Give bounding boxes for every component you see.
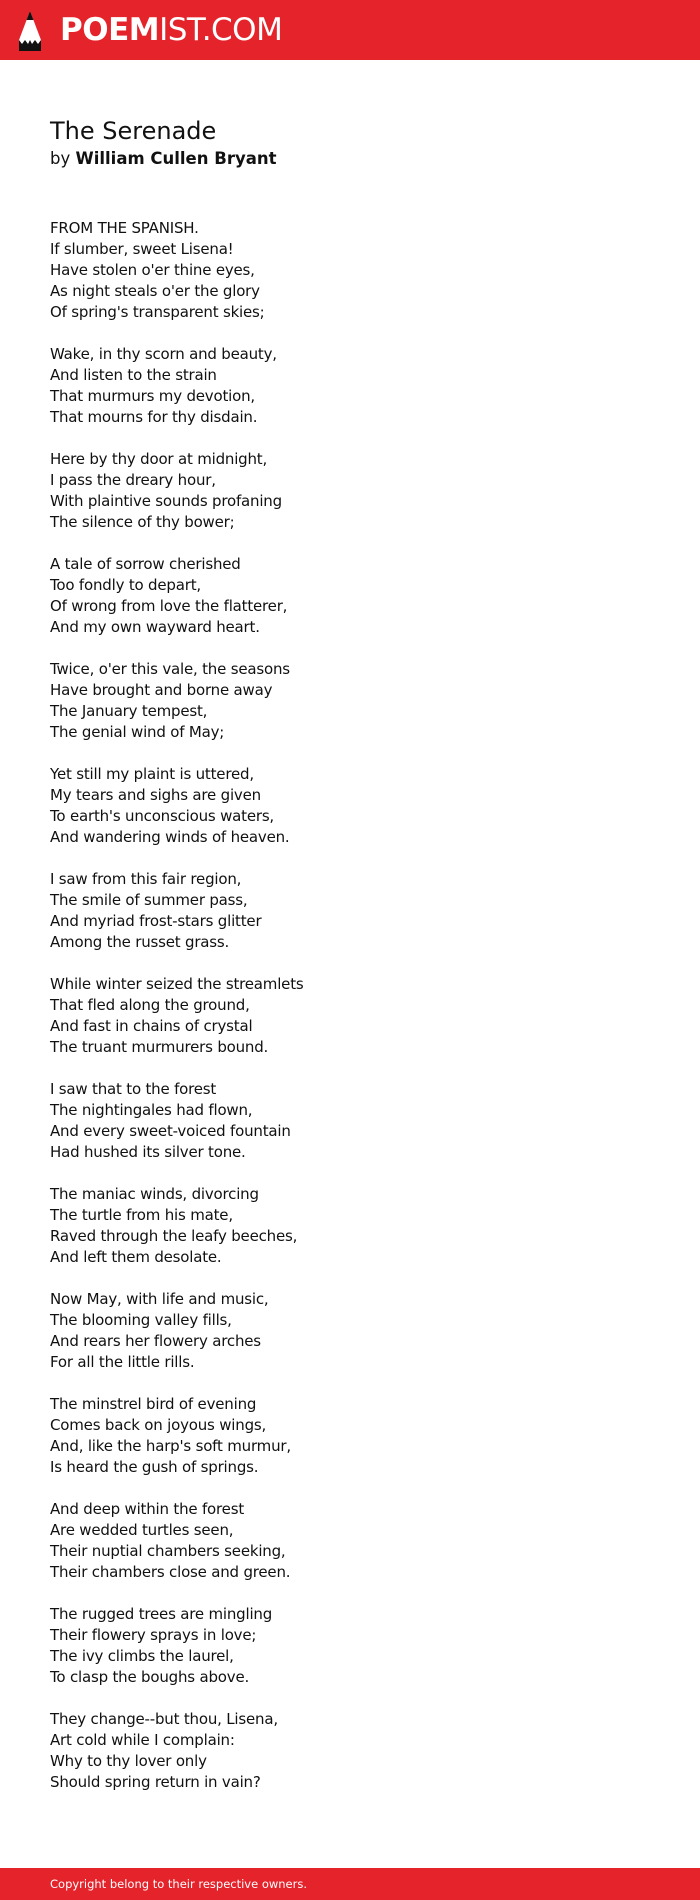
poem-line: As night steals o'er the glory <box>50 282 260 300</box>
poem-line: That murmurs my devotion, <box>50 387 255 405</box>
poem-line: To clasp the boughs above. <box>50 1668 250 1686</box>
poem-stanza <box>50 218 304 323</box>
poem-line: And listen to the strain <box>50 366 217 384</box>
poem-stanza <box>50 1394 304 1478</box>
poem-line: The ivy climbs the laurel, <box>50 1647 234 1665</box>
poem-byline <box>50 148 276 170</box>
poem-line: And myriad frost-stars glitter <box>50 912 262 930</box>
poem-line: The blooming valley fills, <box>50 1311 232 1329</box>
poem-line: I saw that to the forest <box>50 1080 217 1098</box>
site-logo[interactable] <box>60 12 282 48</box>
poem-line: I pass the dreary hour, <box>50 471 216 489</box>
poem-stanza <box>50 764 304 848</box>
poem-line: The rugged trees are mingling <box>50 1605 273 1623</box>
logo-strong-text: POEM <box>60 12 160 48</box>
poem-stanza <box>50 554 304 638</box>
poem-line: Why to thy lover only <box>50 1752 207 1770</box>
poem-line: My tears and sighs are given <box>50 786 261 804</box>
poem-line: Have stolen o'er thine eyes, <box>50 261 255 279</box>
copyright-text: Copyright belong to their respective owners. <box>50 1877 308 1891</box>
poem-line: And wandering winds of heaven. <box>50 828 290 846</box>
poem-line: The genial wind of May; <box>50 723 225 741</box>
poem-line: That fled along the ground, <box>50 996 250 1014</box>
poem-line: Here by thy door at midnight, <box>50 450 268 468</box>
poem-line: That mourns for thy disdain. <box>50 408 258 426</box>
poem-line: Their chambers close and green. <box>50 1563 291 1581</box>
poem-line: The turtle from his mate, <box>50 1206 233 1224</box>
poem-line: Twice, o'er this vale, the seasons <box>50 660 290 678</box>
poem-line: Their nuptial chambers seeking, <box>50 1542 286 1560</box>
poem-line: I saw from this fair region, <box>50 870 242 888</box>
by-label: by <box>50 149 71 168</box>
poem-stanza <box>50 869 304 953</box>
poem-line: The maniac winds, divorcing <box>50 1185 259 1203</box>
poem-stanza <box>50 1709 304 1793</box>
poem-stanza <box>50 344 304 428</box>
poem-stanza <box>50 659 304 743</box>
poem-author: William Cullen Bryant <box>75 149 277 168</box>
poem-stanza <box>50 1184 304 1268</box>
poem-line: Their flowery sprays in love; <box>50 1626 257 1644</box>
poem-line: A tale of sorrow cherished <box>50 555 241 573</box>
poem-line: And deep within the forest <box>50 1500 244 1518</box>
poem-line: And left them desolate. <box>50 1248 222 1266</box>
poem-stanza <box>50 1604 304 1688</box>
poem-title: The Serenade <box>50 117 217 145</box>
poem-line: Is heard the gush of springs. <box>50 1458 259 1476</box>
poem-line: And fast in chains of crystal <box>50 1017 253 1035</box>
poem-line: Among the russet grass. <box>50 933 230 951</box>
poem-line: And, like the harp's soft murmur, <box>50 1437 291 1455</box>
poem-line: And rears her flowery arches <box>50 1332 261 1350</box>
poem-line: If slumber, sweet Lisena! <box>50 240 234 258</box>
poem-line: They change--but thou, Lisena, <box>50 1710 278 1728</box>
poem-line: Have brought and borne away <box>50 681 273 699</box>
poem-line: Of spring's transparent skies; <box>50 303 265 321</box>
poem-line: Are wedded turtles seen, <box>50 1521 234 1539</box>
poem-line: For all the little rills. <box>50 1353 195 1371</box>
poem-stanza <box>50 1079 304 1163</box>
site-header <box>0 0 700 60</box>
poem-line: And my own wayward heart. <box>50 618 260 636</box>
poem-line: The smile of summer pass, <box>50 891 248 909</box>
poem-line: The nightingales had flown, <box>50 1101 253 1119</box>
poem-line: Wake, in thy scorn and beauty, <box>50 345 277 363</box>
poem-line: Had hushed its silver tone. <box>50 1143 246 1161</box>
poem-stanza <box>50 449 304 533</box>
poem-stanza <box>50 974 304 1058</box>
site-footer <box>0 1868 700 1900</box>
poem-line: Of wrong from love the flatterer, <box>50 597 288 615</box>
poem-line: While winter seized the streamlets <box>50 975 304 993</box>
poem-line: To earth's unconscious waters, <box>50 807 275 825</box>
logo-light-text: IST.COM <box>159 12 283 48</box>
poem-line: With plaintive sounds profaning <box>50 492 282 510</box>
poem-body <box>50 218 304 1814</box>
poem-line: Should spring return in vain? <box>50 1773 261 1791</box>
poem-line: Art cold while I complain: <box>50 1731 235 1749</box>
poem-stanza <box>50 1499 304 1583</box>
poem-line: Yet still my plaint is uttered, <box>50 765 254 783</box>
poem-line: The silence of thy bower; <box>50 513 235 531</box>
poem-line: Raved through the leafy beeches, <box>50 1227 298 1245</box>
poem-line: FROM THE SPANISH. <box>50 219 199 237</box>
pencil-tip-icon[interactable] <box>18 10 42 52</box>
poem-line: The minstrel bird of evening <box>50 1395 257 1413</box>
poem-line: Too fondly to depart, <box>50 576 201 594</box>
poem-stanza <box>50 1289 304 1373</box>
poem-line: And every sweet-voiced fountain <box>50 1122 291 1140</box>
poem-line: The January tempest, <box>50 702 208 720</box>
poem-line: The truant murmurers bound. <box>50 1038 269 1056</box>
poem-line: Comes back on joyous wings, <box>50 1416 267 1434</box>
poem-line: Now May, with life and music, <box>50 1290 269 1308</box>
